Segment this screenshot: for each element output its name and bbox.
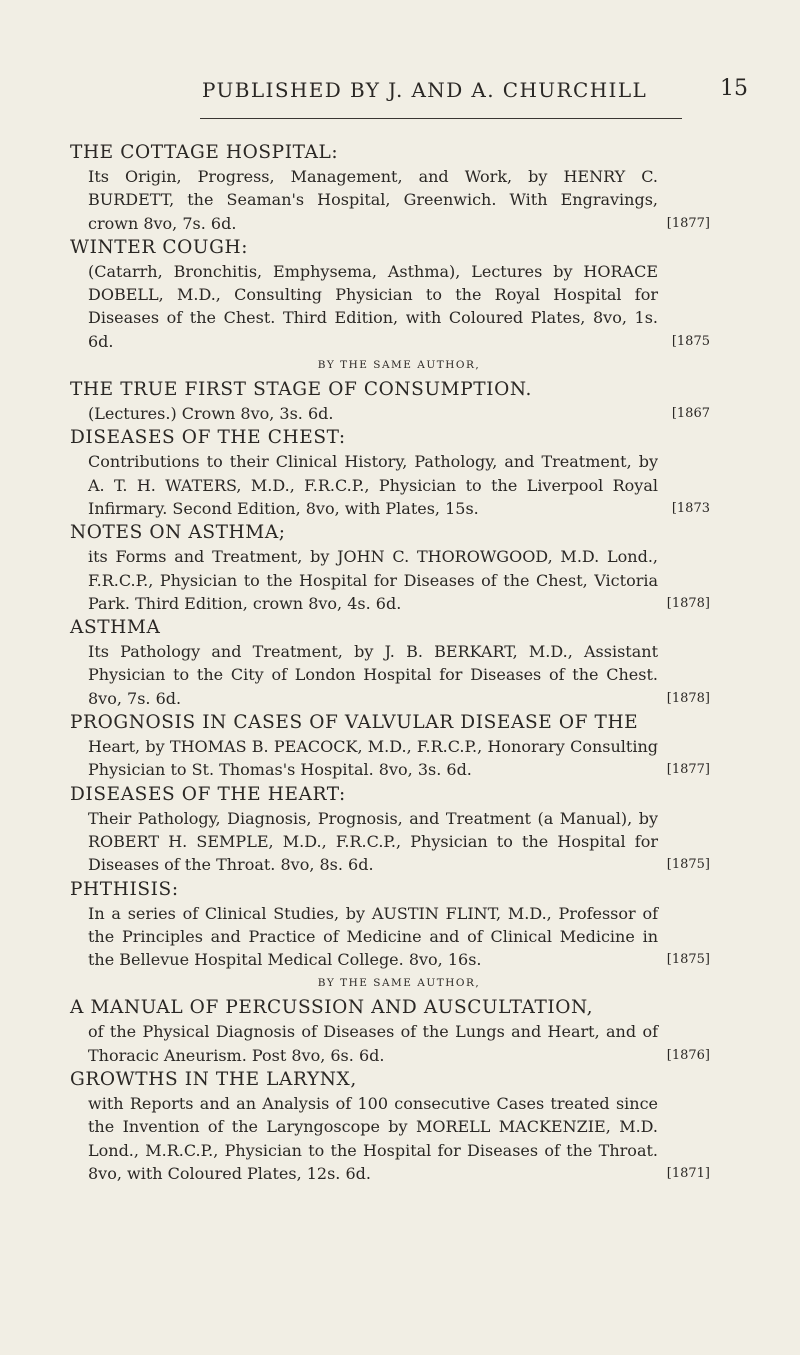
entry-text: its Forms and Treatment, by JOHN C. THOROWGOOD, M.D. Lond., F.R.C.P., Physician to the Hospital for Diseases of the Chest, Victoria Park. Third Edition, crown 8vo, 4s. 6d.: [88, 547, 658, 613]
entry-year: [1873: [671, 500, 710, 516]
entry-year: [1878]: [666, 690, 710, 706]
entry-title: NOTES ON ASTHMA;: [70, 522, 286, 544]
catalogue-entry: [70, 710, 710, 782]
catalogue-entry: [70, 782, 710, 877]
entry-text: (Lectures.) Crown 8vo, 3s. 6d.: [88, 404, 334, 424]
entry-year: [1878]: [666, 595, 710, 611]
entry-year: [1875: [671, 333, 710, 349]
catalogue-entry: [70, 140, 710, 235]
entry-year: [1877]: [666, 215, 710, 231]
catalogue-entries: [70, 140, 710, 1185]
entry-year: [1877]: [666, 762, 710, 778]
catalogue-entry: [70, 971, 710, 1067]
by-same-author-line: BY THE SAME AUTHOR,: [317, 977, 481, 990]
entry-year: [1875]: [666, 857, 710, 873]
entry-title: ASTHMA: [70, 617, 161, 639]
entry-text: of the Physical Diagnosis of Diseases of the Lungs and Heart, and of Thoracic Aneurism. Post 8vo, 6s. 6d.: [88, 1022, 658, 1065]
entry-text: Its Origin, Progress, Management, and Work, by HENRY C. BURDETT, the Seaman's Hospital, Greenwich. With Engravings, crown 8vo, 7s. 6d.: [88, 167, 658, 233]
entry-description: [88, 1020, 710, 1067]
entry-text: In a series of Clinical Studies, by AUSTIN FLINT, M.D., Professor of the Principles and Practice of Medicine and of Clinical Medicine in the Bellevue Hospital Medical College. 8vo, 16s.: [88, 903, 658, 970]
page-number: 15: [720, 76, 748, 101]
entry-description: [88, 260, 710, 353]
entry-year: [1875]: [666, 952, 710, 968]
entry-year: [1871]: [666, 1165, 710, 1181]
catalogue-entry: [70, 615, 710, 710]
running-head: PUBLISHED BY J. AND A. CHURCHILL: [202, 78, 648, 102]
entry-description: [88, 735, 710, 782]
entry-text: with Reports and an Analysis of 100 consecutive Cases treated since the Invention of the Laryngoscope by MORELL MACKENZIE, M.D. Lond., M.R.C.P., Physician to the Hospital for Diseases of the Throat. 8vo, with Coloured Plates, 12s. 6d.: [88, 1094, 658, 1183]
entry-title: DISEASES OF THE HEART:: [70, 783, 346, 805]
entry-text: Contributions to their Clinical History, Pathology, and Treatment, by A. T. H. WATERS, M.D., F.R.C.P., Physician to the Liverpool Royal Infirmary. Second Edition, 8vo, with Plates, 15s.: [88, 452, 658, 518]
entry-description: [88, 640, 710, 710]
entry-text: Their Pathology, Diagnosis, Prognosis, and Treatment (a Manual), by ROBERT H. SEMPLE, M.D., F.R.C.P., Physician to the Hospital for Diseases of the Throat. 8vo, 8s. 6d.: [88, 808, 658, 875]
entry-year: [1867: [671, 406, 710, 422]
catalogue-entry: [70, 235, 710, 353]
entry-description: [88, 165, 710, 235]
entry-description: [88, 402, 710, 425]
entry-description: [88, 902, 710, 972]
entry-text: (Catarrh, Bronchitis, Emphysema, Asthma), Lectures by HORACE DOBELL, M.D., Consulting Physician to the Royal Hospital for Diseases of the Chest. Third Edition, with Coloured Plates, 8vo, 1s. 6d.: [88, 261, 658, 351]
entry-description: [88, 807, 710, 877]
entry-title: DISEASES OF THE CHEST:: [70, 427, 346, 449]
entry-title: WINTER COUGH:: [70, 236, 249, 258]
entry-description: [88, 450, 710, 520]
entry-title: THE TRUE FIRST STAGE OF CONSUMPTION.: [70, 379, 532, 401]
catalogue-entry: [70, 1067, 710, 1185]
entry-year: [1876]: [666, 1047, 710, 1063]
entry-text: Its Pathology and Treatment, by J. B. BERKART, M.D., Assistant Physician to the City of London Hospital for Diseases of the Chest. 8vo, 7s. 6d.: [88, 642, 658, 708]
catalogue-entry: [70, 353, 710, 425]
entry-title: THE COTTAGE HOSPITAL:: [70, 142, 339, 163]
entry-description: [88, 1092, 710, 1185]
entry-title: A MANUAL OF PERCUSSION AND AUSCULTATION,: [70, 997, 594, 1019]
by-same-author-line: BY THE SAME AUTHOR,: [317, 359, 481, 372]
entry-title: GROWTHS IN THE LARYNX,: [70, 1069, 357, 1091]
catalogue-entry: [70, 520, 710, 615]
header-rule: [200, 118, 682, 119]
catalogue-entry: [70, 877, 710, 972]
entry-text: Heart, by THOMAS B. PEACOCK, M.D., F.R.C.P., Honorary Consulting Physician to St. Thomas's Hospital. 8vo, 3s. 6d.: [88, 737, 658, 780]
catalogue-entry: [70, 425, 710, 520]
entry-title: PROGNOSIS IN CASES OF VALVULAR DISEASE OF THE: [70, 712, 639, 734]
entry-description: [88, 545, 710, 615]
page-header: [0, 78, 800, 108]
entry-title: PHTHISIS:: [70, 878, 179, 900]
